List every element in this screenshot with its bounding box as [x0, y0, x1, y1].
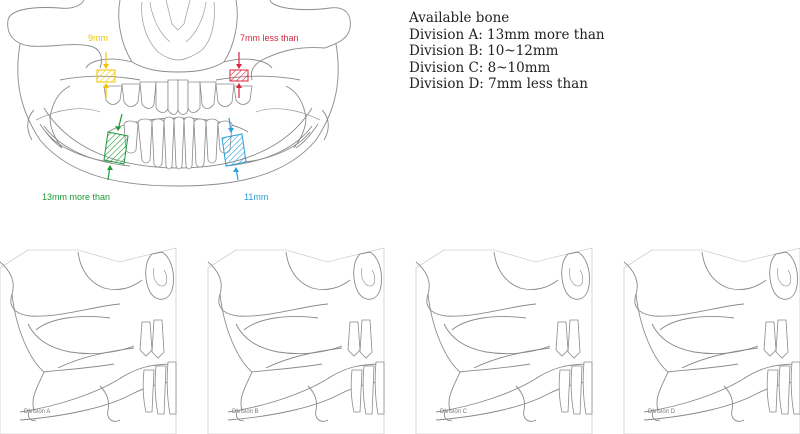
lower-teeth: [124, 117, 232, 169]
division-panels: [0, 248, 800, 434]
label-11mm: 11mm: [244, 192, 269, 202]
legend-division-c: Division C: 8~10mm: [409, 59, 551, 76]
jaw-panel-division-a: [0, 248, 176, 434]
jaw-panel-division-d: [624, 248, 800, 434]
panel-label-division-c: Division C: [440, 409, 468, 415]
panel-label-division-a: Division A: [24, 409, 51, 415]
panel-label-division-b: Division B: [232, 409, 259, 415]
label-13mm-more-than: 13mm more than: [42, 192, 111, 202]
legend-division-a: Division A: 13mm more than: [409, 26, 605, 43]
label-7mm-less-than: 7mm less than: [240, 33, 299, 43]
legend-title: Available bone: [409, 10, 510, 26]
panel-label-division-d: Division D: [648, 409, 676, 415]
jaw-panel-division-b: [208, 248, 384, 434]
jaw-panel-division-c: [416, 248, 592, 434]
upper-teeth: [104, 80, 252, 115]
legend-division-b: Division B: 10~12mm: [409, 43, 559, 59]
legend-division-d: Division D: 7mm less than: [409, 76, 588, 92]
label-9mm: 9mm: [88, 33, 108, 43]
legend: [409, 10, 605, 93]
